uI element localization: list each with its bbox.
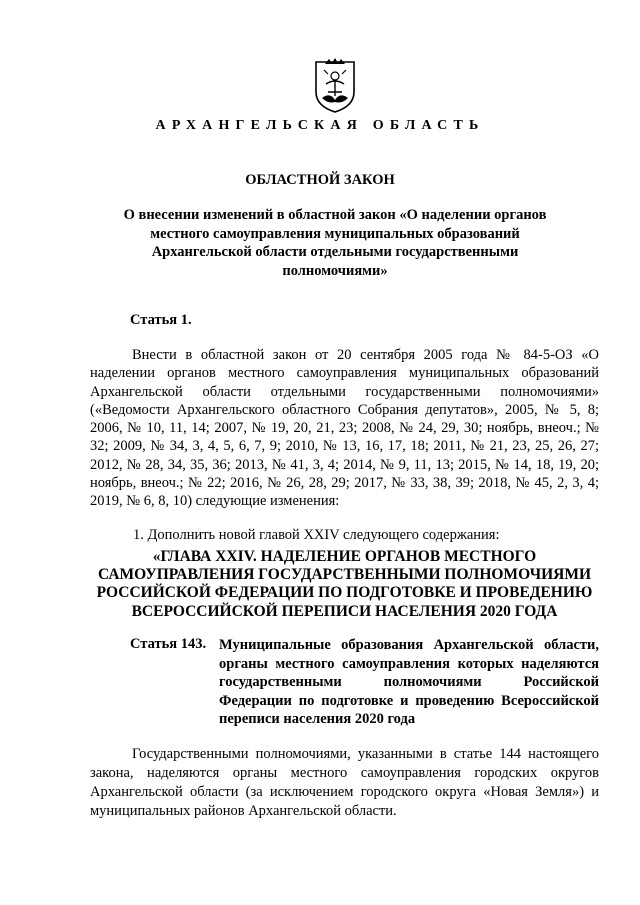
article-143-label: Статья 143. — [130, 636, 207, 652]
article-143-title: Муниципальные образования Архангельской области, органы местного самоуправления которых наделяются государственными полномочиями Российской Федерации по подготовке и проведению Всероссийской переписи населения 2020 года — [219, 637, 599, 728]
article-1-text: Внести в областной закон от 20 сентября 2005 года № 84-5-ОЗ «О наделении органов местного самоуправления муниципальных образований Архангельской области отдельными государственными полномочиями» («Ведомости Архангельского областного Собрания депутатов», 2005, № 5, 8; 2006, № 10, 11, 14; 2007, № 19, 20, 21, 23; 2008, № 24, 29, 30; ноябрь, внеоч.; № 32; 2009, № 34, 3, 4, 5, 6, 7, 9; 2010, № 13, 16, 17, 18; 2011, № 21, 23, 25, 26, 27; 2012, № 28, 34, 35, 36; 2013, № 41, 3, 4; 2014, № 9, 11, 13; 2015, № 14, 18, 19, 20; ноябрь, внеоч.; № 22; 2016, № 26, 28, 29; 2017, № 33, 38, 39; 2018, № 45, 2, 3, 4; 2019, № 6, 8, 10) следующие изменения: — [90, 347, 599, 510]
document-title: О внесении изменений в областной закон «О наделении органов местного самоуправления муниципальных образований Архангельской области отдельными государственными полномочиями» — [123, 207, 547, 279]
coat-of-arms-icon — [312, 58, 358, 114]
amendment-item-1: 1. Дополнить новой главой XXIV следующего содержания: — [133, 527, 500, 543]
article-143-text: Государственными полномочиями, указанными в статье 144 настоящего закона, наделяются органы местного самоуправления городских округов Архангельской области (за исключением городского округа «Новая Земля») и муниципальных районов Архангельской области. — [90, 746, 599, 819]
article-1-heading: Статья 1. — [130, 312, 192, 328]
document-type: ОБЛАСТНОЙ ЗАКОН — [245, 172, 395, 188]
chapter-heading: «ГЛАВА XXIV. НАДЕЛЕНИЕ ОРГАНОВ МЕСТНОГО САМОУПРАВЛЕНИЯ ГОСУДАРСТВЕННЫМИ ПОЛНОМОЧИЯМИ РОССИЙСКОЙ ФЕДЕРАЦИИ ПО ПОДГОТОВКЕ И ПРОВЕДЕНИЮ ВСЕРОССИЙСКОЙ ПЕРЕПИСИ НАСЕЛЕНИЯ 2020 ГОДА — [96, 548, 593, 620]
region-heading: АРХАНГЕЛЬСКАЯ ОБЛАСТЬ — [155, 118, 485, 133]
